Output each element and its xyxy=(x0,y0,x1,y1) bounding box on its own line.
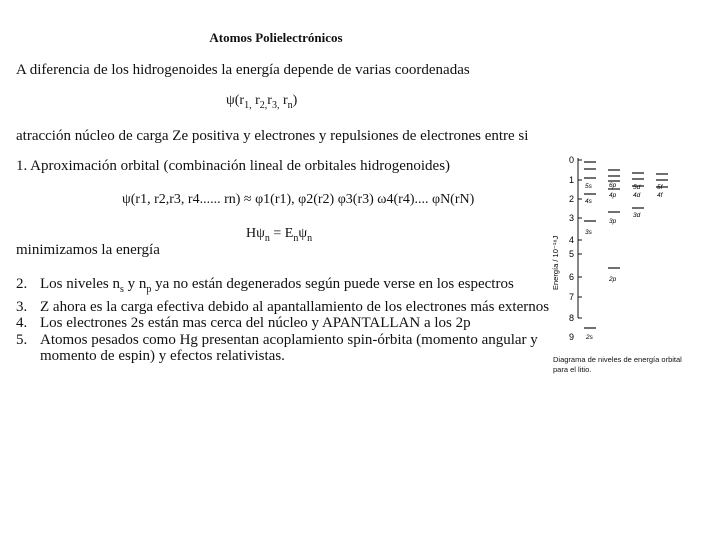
list-item: momento de espin) y efectos relativistas. xyxy=(40,348,285,364)
level-label: 4f xyxy=(657,192,663,199)
tick-label: 7 xyxy=(568,292,574,302)
tick-label: 1 xyxy=(568,175,574,185)
list-item: 3. Z ahora es la carga efectiva debido al apantallamiento de los electrones más externos xyxy=(16,298,550,315)
list-item: 4. Los electrones 2s están mas cerca del núcleo y APANTALLAN a los 2p xyxy=(16,315,471,331)
level-label: 6p xyxy=(609,182,617,189)
energy-level-diagram xyxy=(548,150,708,390)
tick-label: 0 xyxy=(568,155,574,165)
energy-axis-label: Energía / 10⁻¹⁸J xyxy=(551,235,560,290)
minimize-text: minimizamos la energía xyxy=(16,242,160,258)
tick-label: 8 xyxy=(568,313,574,323)
tick-label: 9 xyxy=(568,332,574,342)
level-label: 5f xyxy=(657,184,663,191)
level-label: 3s xyxy=(585,229,592,236)
tick-label: 3 xyxy=(568,213,574,223)
tick-label: 5 xyxy=(568,249,574,259)
diagram-caption: Diagrama de niveles de energía orbital para el litio. xyxy=(553,355,682,374)
level-label: 5d xyxy=(633,184,641,191)
level-label: 5s xyxy=(585,183,592,190)
list-item: 2. Los niveles $n_s$ y $n_p$ ya no están degenerados según puede verse en los espectros xyxy=(16,276,514,295)
tick-label: 6 xyxy=(568,272,574,282)
tick-label: 4 xyxy=(568,235,574,245)
level-label: 4p xyxy=(609,192,617,199)
level-label: 3p xyxy=(609,218,617,225)
psi-function: $\psi(r_{1,}$ $r_{2,}r_{3,}$ $r_n$) xyxy=(226,93,298,111)
orbital-approximation: 1. Aproximación orbital (combinación lineal de orbitales hidrogenoides) xyxy=(16,158,451,174)
page-title: Atomos Polielectrónicos xyxy=(209,30,343,45)
product-equation: ψ(r1, r2,r3, r4...... rn) ≈ φ1(r1), φ2(r2) φ3(r3) ω4(r4).... φN(rN) xyxy=(122,192,475,207)
list-item: 5. Atomos pesados como Hg presentan acoplamiento spin-órbita (momento angular y xyxy=(16,331,538,348)
hamiltonian-equation: $H\psi_n = E_n\psi_n$ xyxy=(246,226,313,244)
level-label: 4d xyxy=(633,192,641,199)
tick-label: 2 xyxy=(568,194,574,204)
level-label: 4s xyxy=(585,198,592,205)
level-label: 2p xyxy=(609,276,617,283)
psi-symbol: ψ xyxy=(226,93,235,108)
numbered-list xyxy=(16,276,549,365)
attraction-text: atracción núcleo de carga Ze positiva y electrones y repulsiones de electrones entre si xyxy=(16,128,529,144)
level-label: 2s xyxy=(586,334,593,341)
level-label: 3d xyxy=(633,212,641,219)
intro-text: A diferencia de los hidrogenoides la energía depende de varias coordenadas xyxy=(16,62,470,78)
